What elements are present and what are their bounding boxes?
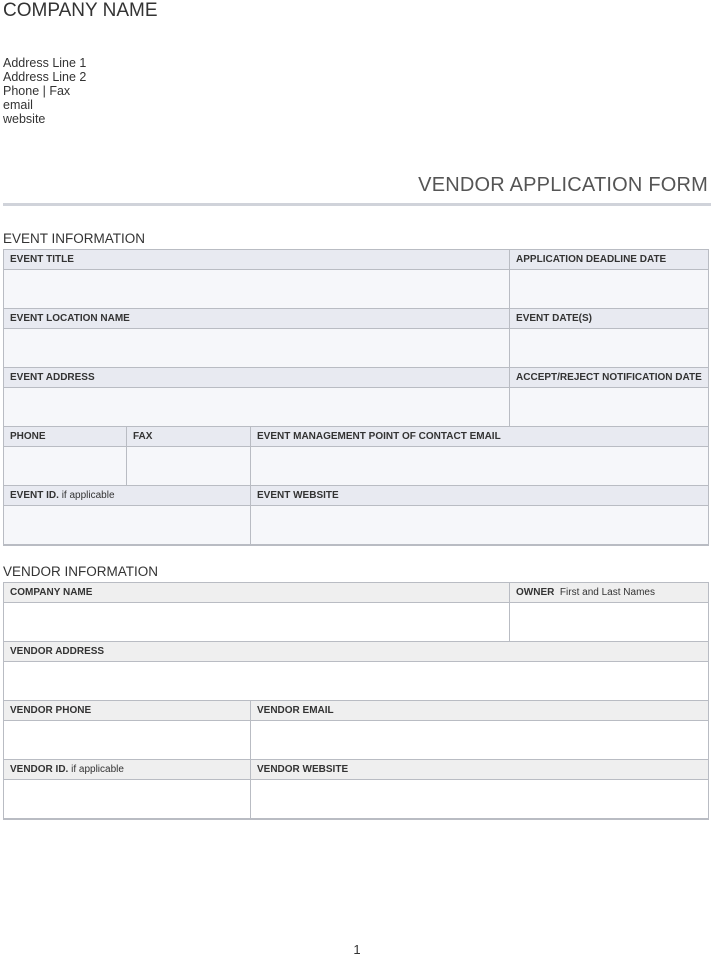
event-phone-field[interactable] bbox=[4, 447, 127, 486]
notification-date-field[interactable] bbox=[510, 388, 709, 427]
event-title-label: EVENT TITLE bbox=[4, 250, 510, 270]
event-id-label-text: EVENT ID. bbox=[10, 490, 59, 501]
event-information-table bbox=[3, 249, 709, 546]
owner-note: First and Last Names bbox=[559, 587, 655, 598]
vendor-company-name-field[interactable] bbox=[4, 603, 510, 642]
owner-field[interactable] bbox=[510, 603, 709, 642]
vendor-phone-label: VENDOR PHONE bbox=[4, 701, 251, 721]
page-number: 1 bbox=[353, 942, 361, 957]
event-address-label: EVENT ADDRESS bbox=[4, 368, 510, 388]
vendor-website-label: VENDOR WEBSITE bbox=[251, 760, 709, 780]
vendor-email-label: VENDOR EMAIL bbox=[251, 701, 709, 721]
vendor-information-table bbox=[3, 582, 709, 820]
event-id-note: if applicable bbox=[61, 490, 115, 501]
event-location-field[interactable] bbox=[4, 329, 510, 368]
event-section-title: EVENT INFORMATION bbox=[3, 231, 146, 246]
company-website: website bbox=[3, 112, 46, 126]
title-divider bbox=[3, 203, 711, 206]
owner-label-text: OWNER bbox=[516, 587, 555, 598]
event-title-field[interactable] bbox=[4, 270, 510, 309]
owner-label bbox=[510, 583, 709, 603]
notification-date-label: ACCEPT/REJECT NOTIFICATION DATE bbox=[510, 368, 709, 388]
event-website-field[interactable] bbox=[251, 506, 709, 546]
contact-email-label: EVENT MANAGEMENT POINT OF CONTACT EMAIL bbox=[251, 427, 709, 447]
application-deadline-field[interactable] bbox=[510, 270, 709, 309]
event-phone-label: PHONE bbox=[4, 427, 127, 447]
company-address-block bbox=[3, 56, 86, 126]
event-id-label bbox=[4, 486, 251, 506]
application-deadline-label: APPLICATION DEADLINE DATE bbox=[510, 250, 709, 270]
form-title: VENDOR APPLICATION FORM bbox=[418, 174, 708, 196]
vendor-address-label: VENDOR ADDRESS bbox=[4, 642, 709, 662]
vendor-id-note: if applicable bbox=[71, 764, 124, 775]
event-address-field[interactable] bbox=[4, 388, 510, 427]
company-name: COMPANY NAME bbox=[3, 0, 158, 21]
vendor-phone-field[interactable] bbox=[4, 721, 251, 760]
address-line-2: Address Line 2 bbox=[3, 70, 87, 84]
event-id-field[interactable] bbox=[4, 506, 251, 546]
vendor-id-field[interactable] bbox=[4, 780, 251, 820]
event-fax-field[interactable] bbox=[127, 447, 251, 486]
vendor-id-label-text: VENDOR ID. bbox=[10, 764, 69, 775]
vendor-company-name-label: COMPANY NAME bbox=[4, 583, 510, 603]
address-line-1: Address Line 1 bbox=[3, 56, 87, 70]
event-fax-label: FAX bbox=[127, 427, 251, 447]
event-website-label: EVENT WEBSITE bbox=[251, 486, 709, 506]
contact-email-field[interactable] bbox=[251, 447, 709, 486]
vendor-website-field[interactable] bbox=[251, 780, 709, 820]
company-email: email bbox=[3, 98, 33, 112]
event-dates-label: EVENT DATE(S) bbox=[510, 309, 709, 329]
event-location-label: EVENT LOCATION NAME bbox=[4, 309, 510, 329]
vendor-email-field[interactable] bbox=[251, 721, 709, 760]
event-dates-field[interactable] bbox=[510, 329, 709, 368]
vendor-id-label bbox=[4, 760, 251, 780]
vendor-section-title: VENDOR INFORMATION bbox=[3, 564, 158, 579]
phone-fax: Phone | Fax bbox=[3, 84, 71, 98]
vendor-address-field[interactable] bbox=[4, 662, 709, 701]
